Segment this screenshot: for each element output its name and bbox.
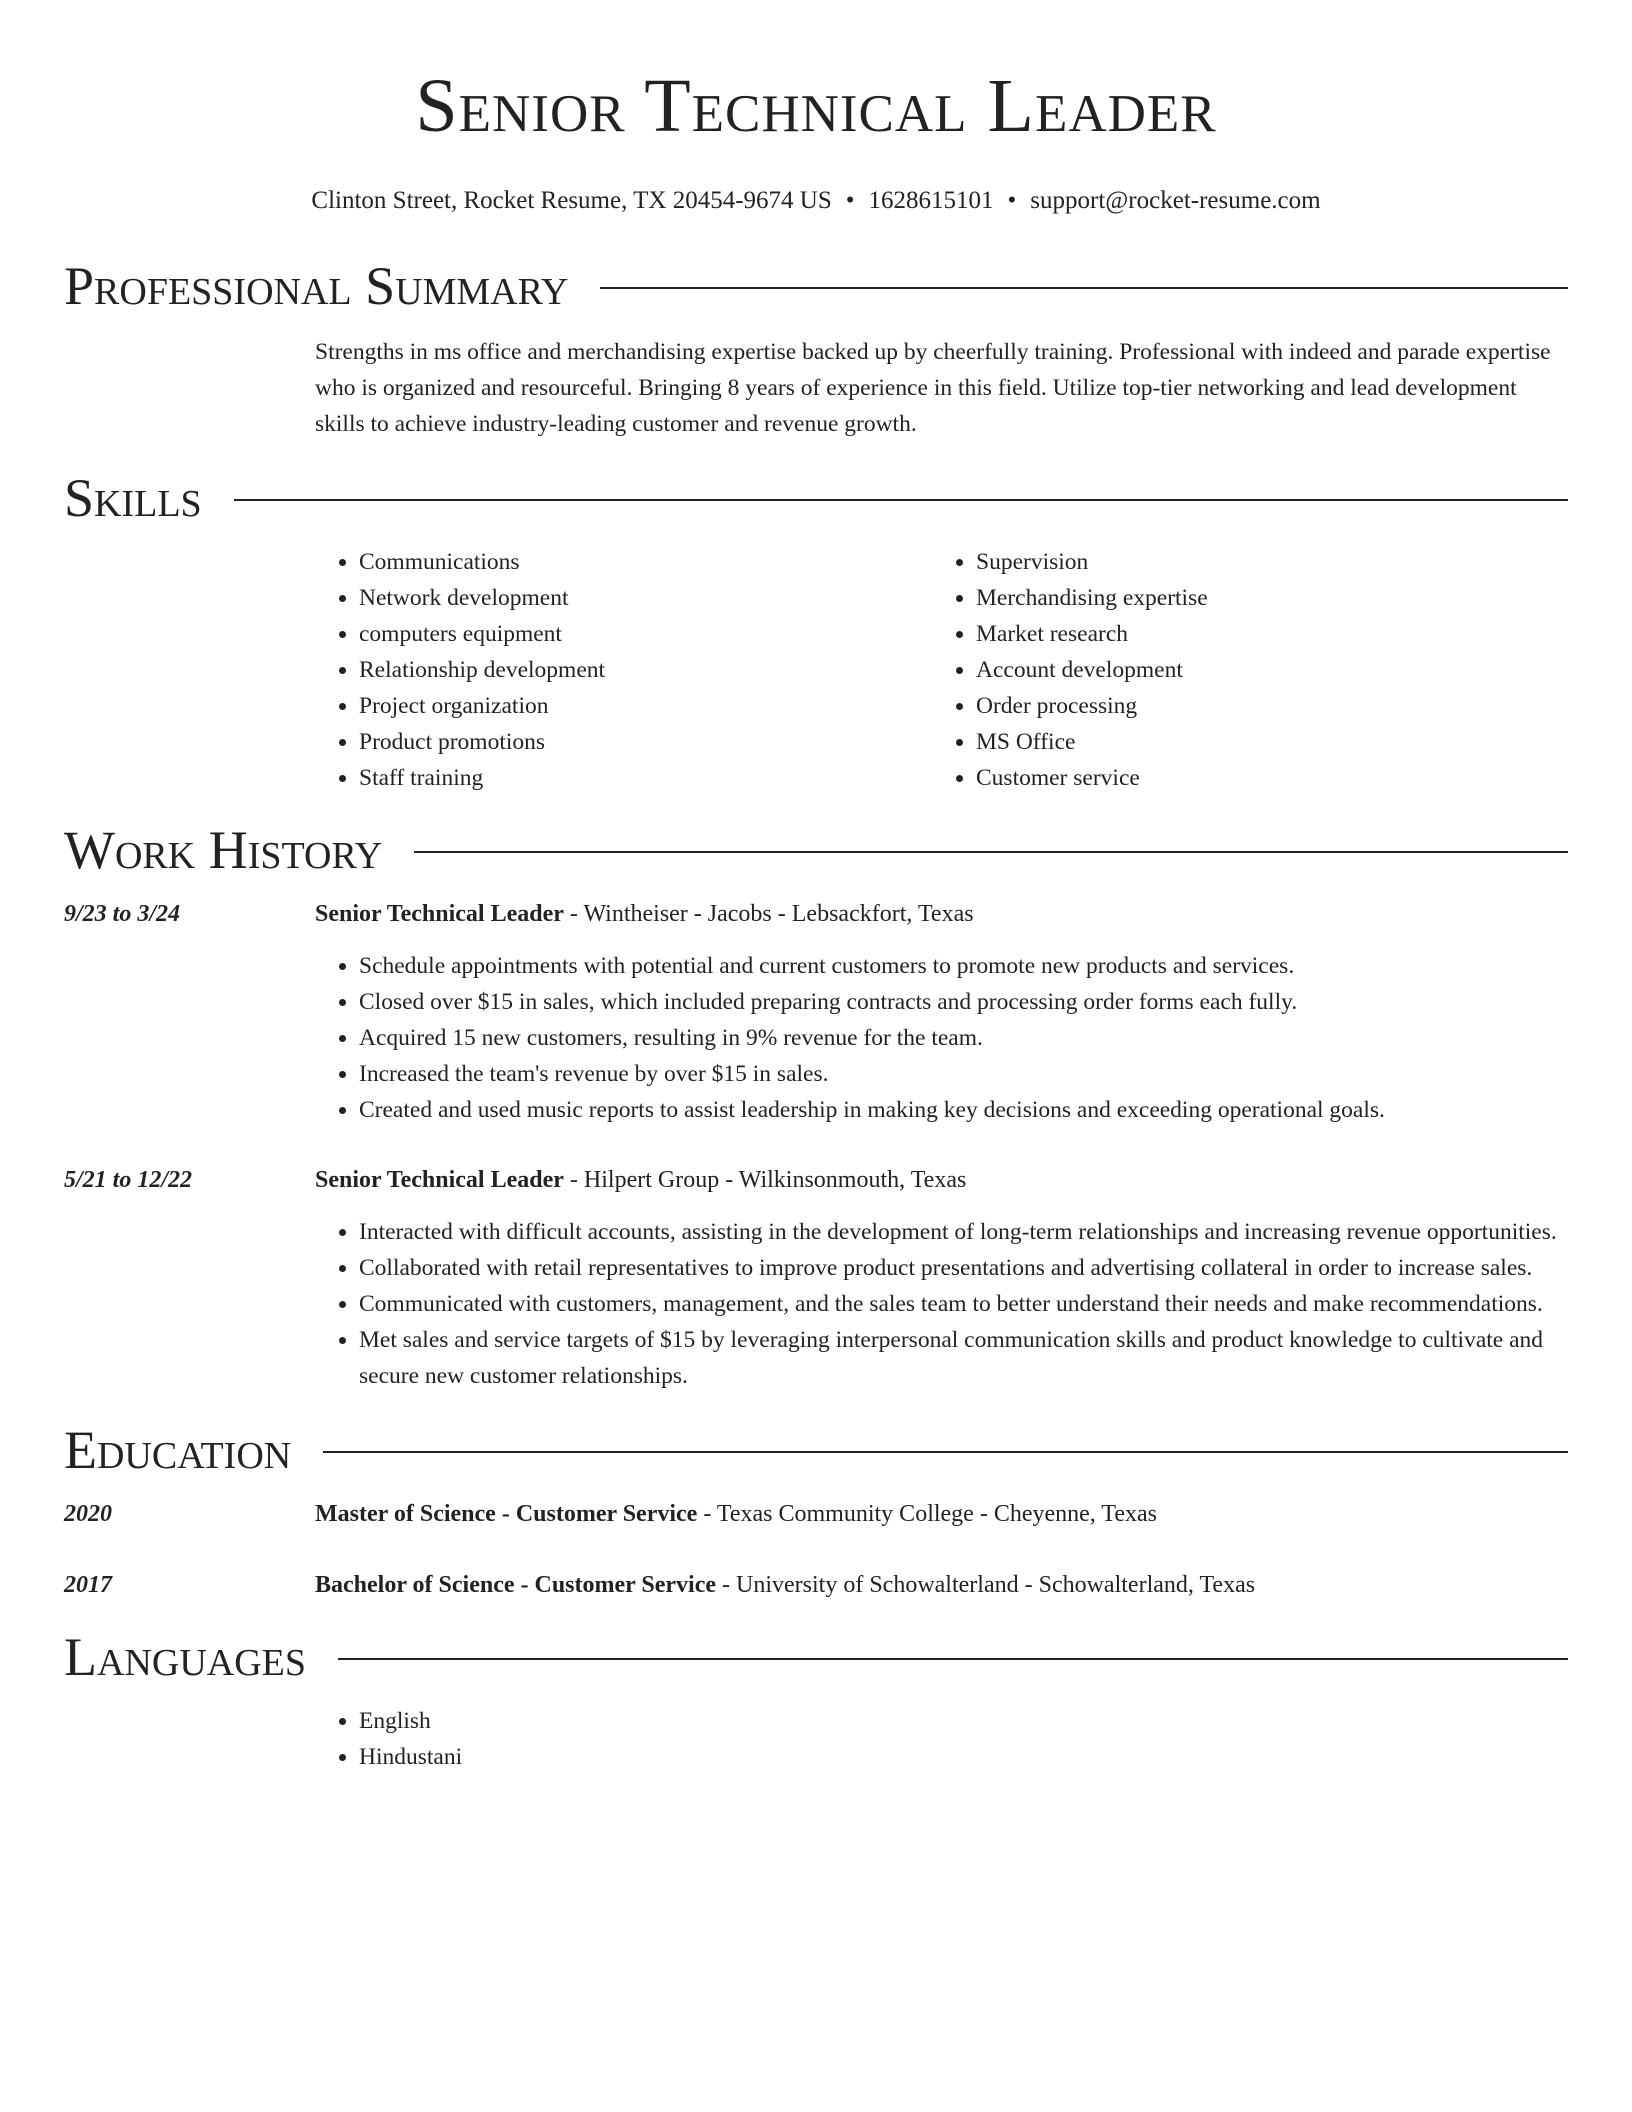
skills-column-left (315, 544, 932, 796)
language-item: • Hindustani (359, 1739, 1568, 1775)
skill-item: • Market research (976, 616, 1549, 652)
work-header (315, 1162, 1568, 1198)
work-entry (64, 1162, 1568, 1198)
contact-phone: 1628615101 (868, 187, 994, 214)
work-bullet: • Met sales and service targets of $15 by leveraging interpersonal communication skills and product knowledge to cultivate and secure new customer relationships. (359, 1322, 1568, 1394)
skill-item: • Relationship development (359, 652, 932, 688)
education-header (315, 1567, 1568, 1603)
skills-section-header (64, 466, 1568, 530)
education-degree: Master of Science - Customer Service (315, 1501, 698, 1527)
section-title-skills: Skills (64, 468, 202, 528)
work-bullet: • Acquired 15 new customers, resulting in 9% revenue for the team. (359, 1020, 1568, 1056)
education-school: - University of Schowalterland - Schowalterland, Texas (716, 1572, 1256, 1598)
work-bullet: • Created and used music reports to assist leadership in making key decisions and exceeding operational goals. (359, 1092, 1568, 1128)
skill-item: • Customer service (976, 760, 1549, 796)
summary-section-header (64, 254, 1568, 318)
section-divider (600, 287, 1568, 289)
work-bullet: • Collaborated with retail representatives to improve product presentations and advertising collateral in order to increase sales. (359, 1250, 1568, 1286)
work-bullet: • Communicated with customers, management, and the sales team to better understand their needs and make recommendations. (359, 1286, 1568, 1322)
resume-name: Senior Technical Leader (415, 64, 1217, 148)
work-bullet: • Schedule appointments with potential and current customers to promote new products and services. (359, 948, 1568, 984)
work-dates: 9/23 to 3/24 (64, 901, 181, 927)
contact-separator: • (1007, 187, 1017, 214)
skill-item: • Merchandising expertise (976, 580, 1549, 616)
work-header (315, 896, 1568, 932)
skills-grid (315, 544, 1568, 796)
education-entry (64, 1567, 1568, 1603)
languages-section-header (64, 1625, 1568, 1689)
education-school: - Texas Community College - Cheyenne, Texas (697, 1501, 1157, 1527)
skill-item: • Network development (359, 580, 932, 616)
education-year: 2017 (64, 1572, 112, 1598)
skill-item: • Communications (359, 544, 932, 580)
work-dates: 5/21 to 12/22 (64, 1167, 193, 1193)
summary-text: Strengths in ms office and merchandising expertise backed up by cheerfully training. Professional with indeed and parade expertise who is organized and resourceful. Bringing 8 years of experience in this field. Utilize top-tier networking and lead development skills to achieve industry-leading customer and revenue growth. (315, 339, 1551, 437)
section-divider (338, 1658, 1568, 1660)
education-header (315, 1496, 1568, 1532)
skill-item: • Account development (976, 652, 1549, 688)
contact-email: support@rocket-resume.com (1030, 187, 1321, 214)
work-entry (64, 896, 1568, 932)
section-title-languages: Languages (64, 1627, 306, 1687)
work-employer: - Wintheiser - Jacobs - Lebsackfort, Texas (563, 901, 974, 927)
section-divider (323, 1451, 1568, 1453)
work-bullets (315, 948, 1568, 1128)
section-title-work: Work History (64, 820, 383, 880)
skill-item: • Project organization (359, 688, 932, 724)
education-year: 2020 (64, 1501, 112, 1527)
skill-item: • Product promotions (359, 724, 932, 760)
languages-list (315, 1703, 1568, 1775)
section-divider (234, 499, 1568, 501)
work-role: Senior Technical Leader (315, 1167, 564, 1193)
education-degree: Bachelor of Science - Customer Service (315, 1572, 717, 1598)
work-bullet: • Interacted with difficult accounts, assisting in the development of long-term relationships and increasing revenue opportunities. (359, 1214, 1568, 1250)
skill-item: • Supervision (976, 544, 1549, 580)
contact-address: Clinton Street, Rocket Resume, TX 20454-9674 US (311, 187, 832, 214)
skill-item: • MS Office (976, 724, 1549, 760)
section-divider (414, 851, 1568, 853)
skill-item: • Order processing (976, 688, 1549, 724)
work-employer: - Hilpert Group - Wilkinsonmouth, Texas (563, 1167, 967, 1193)
language-item: • English (359, 1703, 1568, 1739)
education-section-header (64, 1418, 1568, 1482)
work-bullet: • Closed over $15 in sales, which included preparing contracts and processing order forms each fully. (359, 984, 1568, 1020)
resume-page (64, 0, 1568, 1775)
contact-line (64, 186, 1568, 216)
work-section-header (64, 818, 1568, 882)
skill-item: • Staff training (359, 760, 932, 796)
contact-separator: • (845, 187, 855, 214)
skill-item: • computers equipment (359, 616, 932, 652)
work-bullets (315, 1214, 1568, 1394)
education-entry (64, 1496, 1568, 1532)
section-title-summary: Professional Summary (64, 256, 569, 316)
section-title-education: Education (64, 1420, 292, 1480)
skills-column-right (932, 544, 1549, 796)
work-bullet: • Increased the team's revenue by over $15 in sales. (359, 1056, 1568, 1092)
work-role: Senior Technical Leader (315, 901, 564, 927)
